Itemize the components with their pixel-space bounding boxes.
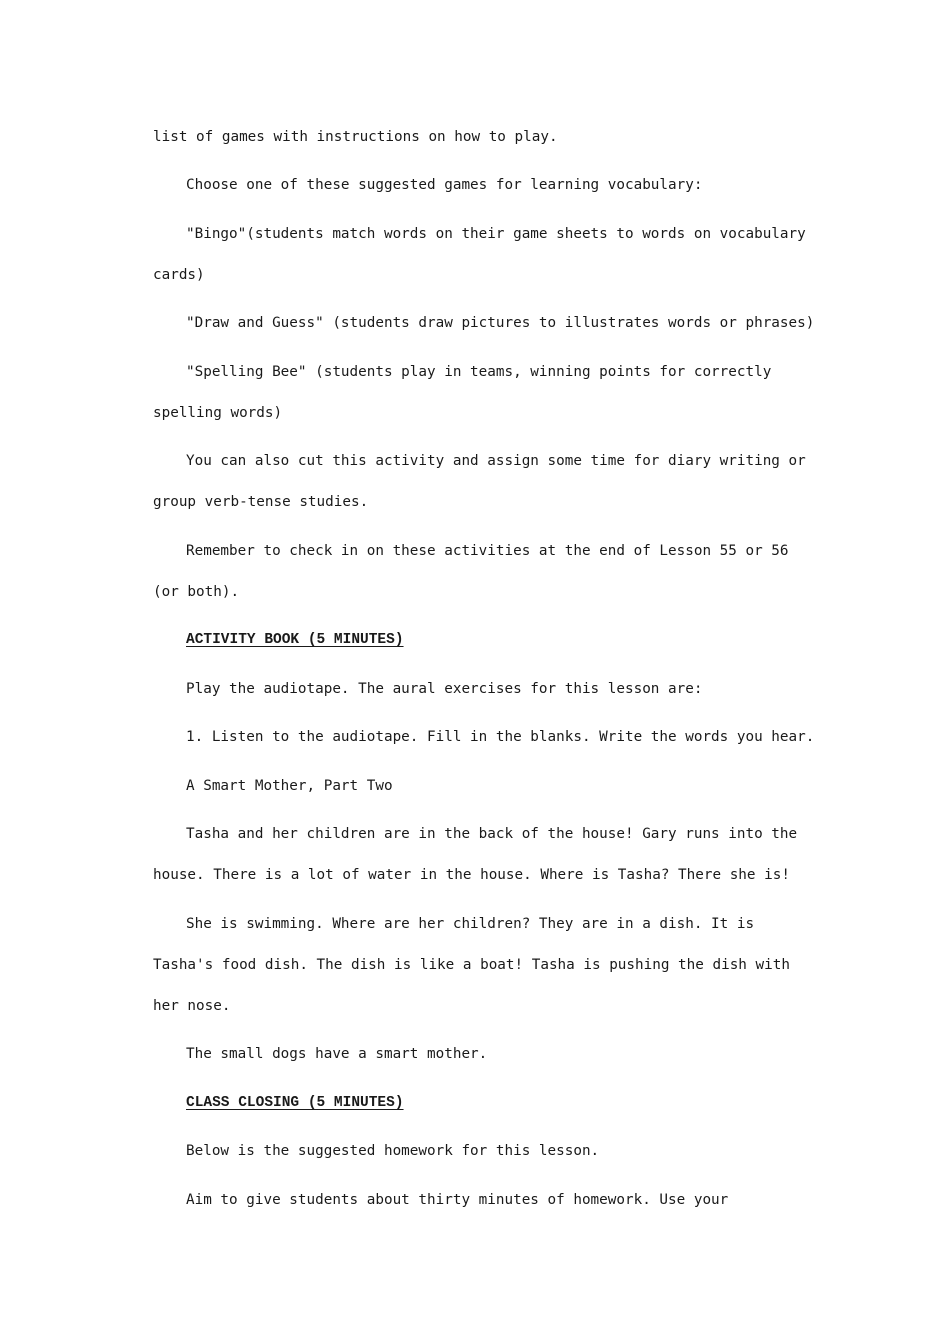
text-line-homework-intro: Below is the suggested homework for this lesson. xyxy=(186,1143,600,1159)
text-line-choose-games: Choose one of these suggested games for learning vocabulary: xyxy=(186,177,703,193)
text-line-continuation-games-list: list of games with instructions on how to play. xyxy=(153,129,558,145)
section-heading-activity-book: ACTIVITY BOOK (5 MINUTES) xyxy=(186,632,404,648)
text-line-story-3: The small dogs have a smart mother. xyxy=(186,1046,488,1062)
text-line-draw-and-guess: "Draw and Guess" (students draw pictures to illustrates words or phrases) xyxy=(186,315,815,331)
text-line-story-2: She is swimming. Where are her children? They are in a dish. It is xyxy=(186,916,755,932)
text-line-bingo-cont: cards) xyxy=(153,267,205,283)
text-line-cut-activity-cont: group verb-tense studies. xyxy=(153,494,369,510)
text-line-cut-activity: You can also cut this activity and assign some time for diary writing or xyxy=(186,453,806,469)
text-line-remember-check: Remember to check in on these activities at the end of Lesson 55 or 56 xyxy=(186,543,789,559)
text-line-play-audiotape: Play the audiotape. The aural exercises for this lesson are: xyxy=(186,681,703,697)
text-line-story-1: Tasha and her children are in the back of the house! Gary runs into the xyxy=(186,826,798,842)
text-line-story-2-end: her nose. xyxy=(153,998,231,1014)
text-line-story-title: A Smart Mother, Part Two xyxy=(186,778,393,794)
text-line-remember-check-cont: (or both). xyxy=(153,584,240,600)
text-line-bingo: "Bingo"(students match words on their game sheets to words on vocabulary xyxy=(186,226,806,242)
text-line-story-1-cont: house. There is a lot of water in the house. Where is Tasha? There she is! xyxy=(153,867,790,883)
text-line-spelling-bee-cont: spelling words) xyxy=(153,405,283,421)
text-line-spelling-bee: "Spelling Bee" (students play in teams, winning points for correctly xyxy=(186,364,772,380)
text-line-homework-aim: Aim to give students about thirty minutes of homework. Use your xyxy=(186,1192,729,1208)
section-heading-class-closing: CLASS CLOSING (5 MINUTES) xyxy=(186,1095,404,1111)
text-line-exercise-1: 1. Listen to the audiotape. Fill in the blanks. Write the words you hear. xyxy=(186,729,815,745)
text-line-story-2-cont: Tasha's food dish. The dish is like a boat! Tasha is pushing the dish with xyxy=(153,957,790,973)
